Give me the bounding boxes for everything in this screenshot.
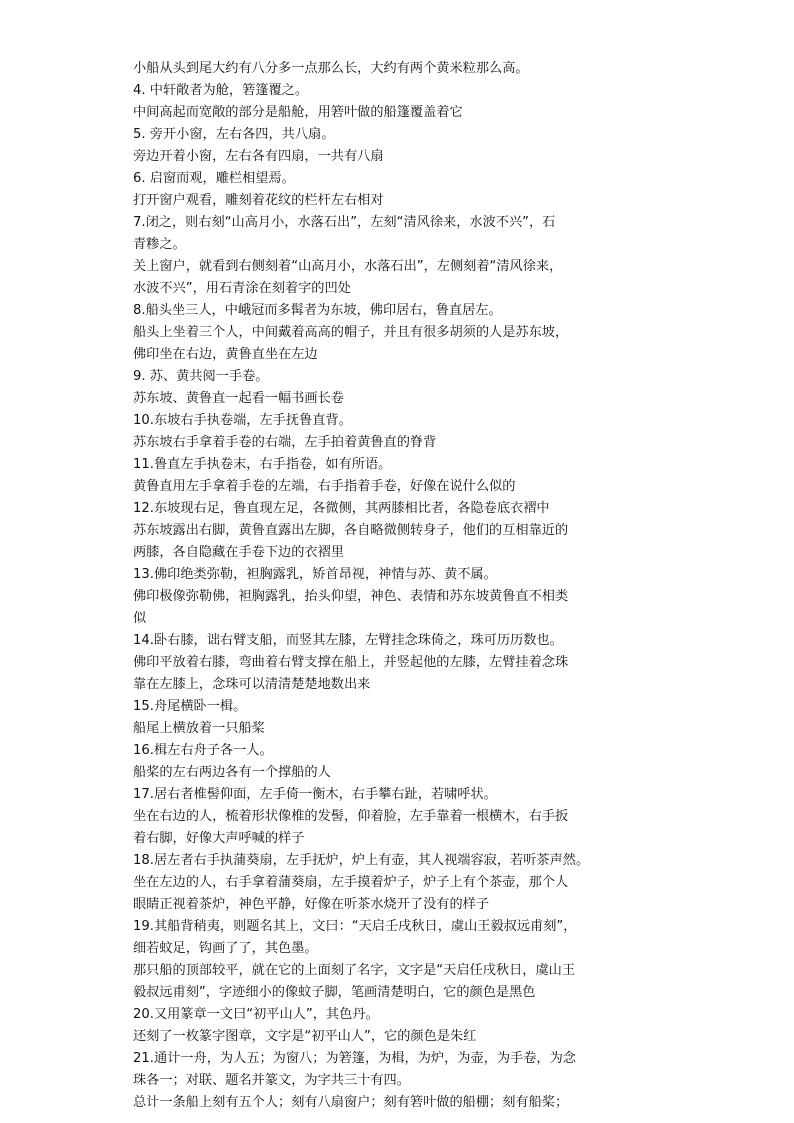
text-line: 佛印坐在右边，黄鲁直坐在左边	[133, 347, 318, 362]
text-line: 20.又用篆章一文曰“初平山人”，其色丹。	[133, 1007, 379, 1022]
text-line: 关上窗户，就看到右侧刻着“山高月小，水落石出”，左侧刻着“清风徐来，	[133, 259, 563, 274]
text-line: 船桨的左右两边各有一个撑船的人	[133, 765, 331, 780]
text-line: 打开窗户观看，雕刻着花纹的栏杆左右相对	[133, 193, 384, 208]
text-line: 总计一条船上刻有五个人；刻有八扇窗户；刻有箬叶做的船棚；刻有船桨；	[133, 1095, 569, 1110]
text-line: 5. 旁开小窗，左右各四，共八扇。	[133, 127, 335, 142]
text-line: 珠各一；对联、题名并篆文，为字共三十有四。	[133, 1073, 410, 1088]
text-line: 中间高起而宽敞的部分是船舱，用箬叶做的船篷覆盖着它	[133, 105, 463, 120]
text-line: 13.佛印绝类弥勒，袒胸露乳，矫首昂视，神情与苏、黄不属。	[133, 567, 497, 582]
text-line: 17.居右者椎髻仰面，左手倚一衡木，右手攀右趾，若啸呼状。	[133, 787, 497, 802]
text-line: 那只船的顶部较平，就在它的上面刻了名字，文字是“天启任戌秋日，虞山王	[133, 963, 576, 978]
text-line: 还刻了一枚篆字图章，文字是“初平山人”，它的颜色是朱红	[133, 1029, 477, 1044]
text-line: 8.船头坐三人，中峨冠而多髯者为东坡，佛印居右，鲁直居左。	[133, 303, 502, 318]
text-line: 毅叔远甫刻”，字迹细小的像蚊子脚，笔画清楚明白，它的颜色是黑色	[133, 985, 536, 1000]
text-line: 着右脚，好像大声呼喊的样子	[133, 831, 305, 846]
text-line: 靠在左膝上，念珠可以清清楚楚地数出来	[133, 677, 371, 692]
text-line: 细若蚊足，钩画了了，其色墨。	[133, 941, 318, 956]
text-line: 9. 苏、黄共阅一手卷。	[133, 369, 269, 384]
text-line: 18.居左者右手执蒲葵扇，左手抚炉，炉上有壶，其人视端容寂，若听茶声然。	[133, 853, 590, 868]
text-line: 两膝，各自隐藏在手卷下边的衣褶里	[133, 545, 344, 560]
text-line: 佛印平放着右膝，弯曲着右臂支撑在船上，并竖起他的左膝，左臂挂着念珠	[133, 655, 569, 670]
text-line: 15.舟尾横卧一楫。	[133, 699, 247, 714]
text-line: 19.其船背稍夷，则题名其上，文曰：“天启壬戌秋日，虞山王毅叔远甫刻”，	[133, 919, 577, 934]
text-line: 苏东坡露出右脚，黄鲁直露出左脚，各自略微侧转身子，他们的互相靠近的	[133, 523, 569, 538]
text-line: 旁边开着小窗，左右各有四扇，一共有八扇	[133, 149, 384, 164]
text-line: 坐在左边的人，右手拿着蒲葵扇，左手摸着炉子，炉子上有个茶壶，那个人	[133, 875, 569, 890]
text-line: 船尾上横放着一只船桨	[133, 721, 265, 736]
text-line: 小船从头到尾大约有八分多一点那么长，大约有两个黄米粒那么高。	[133, 61, 529, 76]
text-line: 6. 启窗而观，雕栏相望焉。	[133, 171, 295, 186]
text-line: 16.楫左右舟子各一人。	[133, 743, 273, 758]
text-line: 苏东坡、黄鲁直一起看一幅书画长卷	[133, 391, 344, 406]
text-line: 船头上坐着三个人，中间戴着高高的帽子，并且有很多胡须的人是苏东坡，	[133, 325, 569, 340]
text-line: 12.东坡现右足，鲁直现左足，各微侧，其两膝相比者，各隐卷底衣褶中	[133, 501, 550, 516]
text-line: 7.闭之，则右刻“山高月小，水落石出”，左刻“清风徐来，水波不兴”，石	[133, 215, 556, 230]
text-line: 苏东坡右手拿着手卷的右端，左手拍着黄鲁直的脊背	[133, 435, 437, 450]
text-line: 青糁之。	[133, 237, 186, 252]
text-line: 似	[133, 611, 147, 626]
text-line: 14.卧右膝，诎右臂支船，而竖其左膝，左臂挂念珠倚之，珠可历历数也。	[133, 633, 563, 648]
text-line: 坐在右边的人，梳着形状像椎的发髻，仰着脸，左手靠着一根横木，右手扳	[133, 809, 569, 824]
text-line: 10.东坡右手执卷端，左手抚鲁直背。	[133, 413, 352, 428]
text-line: 佛印极像弥勒佛，袒胸露乳，抬头仰望，神色、表情和苏东坡黄鲁直不相类	[133, 589, 569, 604]
text-line: 黄鲁直用左手拿着手卷的左端，右手指着手卷，好像在说什么似的	[133, 479, 516, 494]
text-line: 眼睛正视着茶炉，神色平静，好像在听茶水烧开了没有的样子	[133, 897, 490, 912]
text-line: 4. 中轩敞者为舱，箬篷覆之。	[133, 83, 309, 98]
text-line: 水波不兴”，用石青涂在刻着字的凹处	[133, 281, 351, 296]
document-page	[133, 58, 673, 1114]
text-line: 21.通计一舟，为人五；为窗八；为箬篷，为楫，为炉，为壶，为手卷，为念	[133, 1051, 576, 1066]
text-line: 11.鲁直左手执卷末，右手指卷，如有所语。	[133, 457, 392, 472]
